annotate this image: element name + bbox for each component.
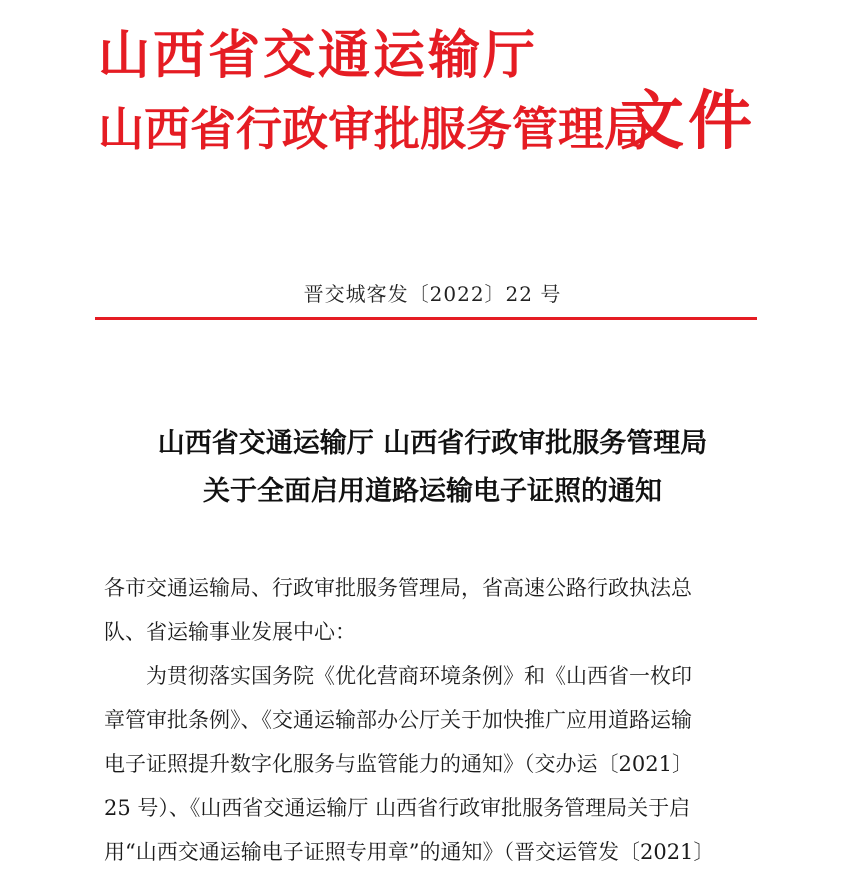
addressee-line-2: 队、省运输事业发展中心： [104, 620, 356, 644]
red-header-divider [95, 317, 757, 320]
doc-type-label: 文件 [620, 85, 756, 159]
document-title [0, 420, 865, 516]
paragraph-line-5: 用“山西交通运输电子证照专用章”的通知》（晋交运管发〔2021〕 [104, 840, 715, 864]
paragraph-line-1: 为贯彻落实国务院《优化营商环境条例》和《山西省一枚印 [146, 664, 692, 688]
issuer-name-transport: 山西省交通运输厅 [98, 26, 539, 86]
title-line-1: 山西省交通运输厅 山西省行政审批服务管理局 [157, 428, 708, 459]
document-number: 晋交城客发〔2022〕22 号 [303, 282, 562, 306]
issuer-name-approval: 山西省行政审批服务管理局 [98, 102, 650, 156]
addressee-line-1: 各市交通运输局、行政审批服务管理局，省高速公路行政执法总 [104, 576, 692, 600]
title-line-2: 关于全面启用道路运输电子证照的通知 [203, 476, 662, 507]
issuer-block [98, 18, 650, 164]
paragraph-line-4: 25 号）、《山西省交通运输厅 山西省行政审批服务管理局关于启 [104, 796, 691, 820]
document-body [104, 566, 764, 874]
paragraph-line-2: 章管审批条例》、《交通运输部办公厅关于加快推广应用道路运输 [104, 708, 692, 732]
paragraph-line-3: 电子证照提升数字化服务与监管能力的通知》（交办运〔2021〕 [104, 752, 693, 776]
